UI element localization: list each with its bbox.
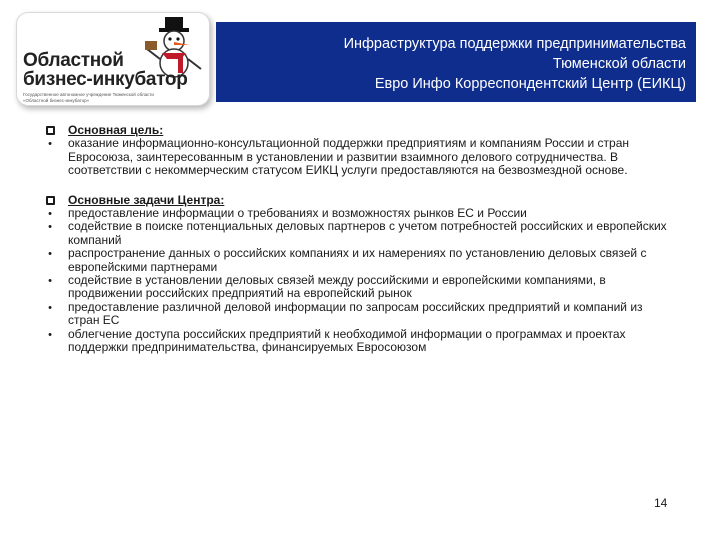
list-item-text: распространение данных о российских компаниях и их намерениях по установлению деловых связей с европейскими партнерами (68, 246, 647, 274)
list-item (44, 328, 672, 355)
list-item-text: предоставление различной деловой информации по запросам российских предприятий и компаний из стран ЕС (68, 299, 643, 328)
title-line-3: Евро Инфо Корреспондентский Центр (ЕИКЦ) (374, 76, 686, 92)
list-item-text: облегчение доступа российских предприятий к необходимой информации о программах и проектах поддержки предпринимательства, финансируемых Евросоюзом (68, 326, 626, 355)
bullet-icon: • (48, 138, 52, 151)
list-item (44, 220, 672, 247)
list-item (44, 247, 672, 274)
list-item-text: оказание информационно-консультационной поддержки предприятиям и компаниям России и стран Евросоюза, заинтересованным в установлении и развитии взаимного делового сотрудничества. В соответствии с некоммерческим статусом ЕИКЦ услуги предоставляются на безвозмездной основе. (68, 136, 630, 178)
list-item (44, 274, 672, 301)
header-banner (216, 22, 696, 102)
section1-heading-row (44, 124, 672, 137)
checkbox-bullet-icon (44, 195, 56, 208)
bullet-icon: • (48, 301, 52, 314)
content (44, 124, 672, 355)
logo-text-line2: бизнес-инкубатор (23, 69, 188, 90)
bullet-icon: • (48, 328, 52, 341)
section1-heading: Основная цель: (68, 123, 164, 137)
bullet-icon: • (48, 248, 52, 261)
bullet-icon: • (48, 275, 52, 288)
bullet-icon: • (48, 221, 52, 234)
list-item (44, 137, 672, 177)
page-number: 14 (654, 496, 668, 510)
title-line-1: Инфраструктура поддержки предпринимательства (343, 36, 686, 52)
list-item-text: предоставление информации о требованиях и возможностях рынков ЕС и России (68, 206, 527, 221)
checkbox-bullet-icon (44, 125, 56, 138)
logo-subtitle: Государственное автономное учреждение Тюменской области «Областной бизнес-инкубатор» (23, 92, 154, 103)
logo (16, 12, 210, 106)
section2-heading: Основные задачи Центра: (68, 192, 225, 207)
section2-heading-row (44, 194, 672, 207)
list-item (44, 207, 672, 220)
list-item-text: содействие в установлении деловых связей между российскими и европейскими компаниями, в продвижении российских предприятий на европейский рынок (68, 273, 606, 301)
logo-text-line1: Областной (23, 50, 124, 71)
list-item (44, 301, 672, 328)
title-line-2: Тюменской области (552, 56, 686, 72)
list-item-text: содействие в поиске потенциальных деловых партнеров с учетом потребностей российских и европейских компаний (68, 219, 667, 247)
bullet-icon: • (48, 208, 52, 221)
